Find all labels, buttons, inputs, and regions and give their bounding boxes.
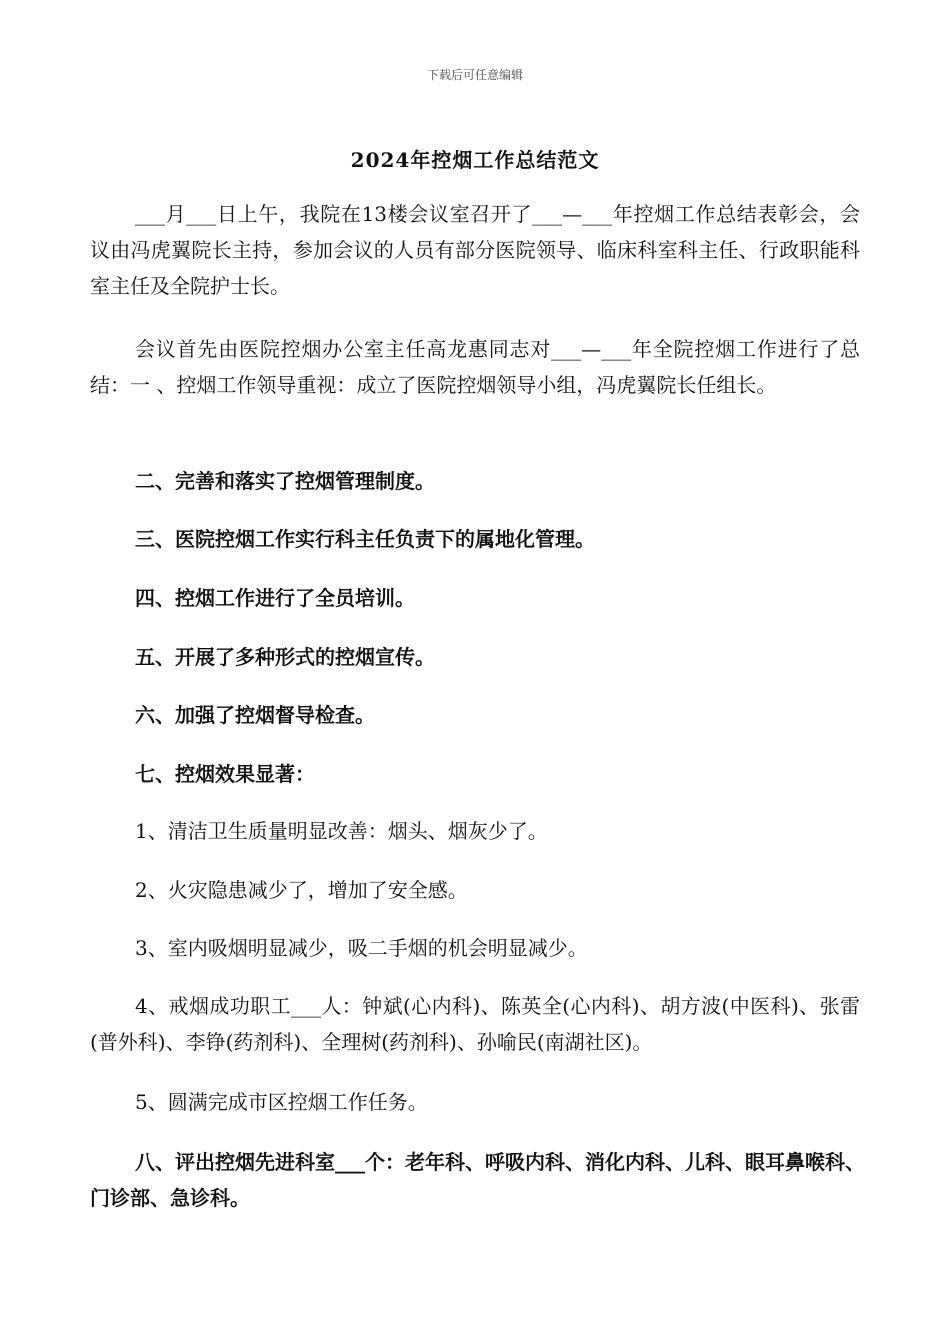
paragraph-meeting-intro: ___月___日上午，我院在13楼会议室召开了___—___年控烟工作总结表彰会，会议由冯虎翼院长主持，参加会议的人员有部分医院领导、临床科室科主任、行政职能科室主任及全院护士长。 <box>90 202 860 298</box>
list-item-4: 4、戒烟成功职工___人：钟斌(心内科)、陈英全(心内科)、胡方波(中医科)、张雷(普外科)、李铮(药剂科)、全理树(药剂科)、孙喻民(南湖社区)。 <box>90 994 860 1054</box>
list-item-2: 2、火灾隐患减少了，增加了安全感。 <box>135 878 468 902</box>
document-title: 2024年控烟工作总结范文 <box>350 148 600 172</box>
section-heading-5: 五、开展了多种形式的控烟宣传。 <box>135 645 435 669</box>
header-note: 下载后可任意编辑 <box>426 68 523 82</box>
section-heading-2: 二、完善和落实了控烟管理制度。 <box>135 469 435 493</box>
section-heading-6: 六、加强了控烟督导检查。 <box>135 703 375 727</box>
list-item-5: 5、圆满完成市区控烟工作任务。 <box>135 1090 428 1114</box>
section-heading-7: 七、控烟效果显著： <box>135 762 315 786</box>
section-heading-8: 八、评出控烟先进科室___个：老年科、呼吸内科、消化内科、儿科、眼耳鼻喉科、门诊部、急诊科。 <box>90 1150 865 1210</box>
list-item-1: 1、清洁卫生质量明显改善：烟头、烟灰少了。 <box>135 819 548 843</box>
paragraph-summary-intro: 会议首先由医院控烟办公室主任高龙惠同志对___—___年全院控烟工作进行了总结：一 、控烟工作领导重视：成立了医院控烟领导小组，冯虎翼院长任组长。 <box>90 337 860 397</box>
section-heading-3: 三、医院控烟工作实行科主任负责下的属地化管理。 <box>135 527 595 551</box>
list-item-3: 3、室内吸烟明显减少，吸二手烟的机会明显减少。 <box>135 936 588 960</box>
section-heading-4: 四、控烟工作进行了全员培训。 <box>135 586 415 610</box>
